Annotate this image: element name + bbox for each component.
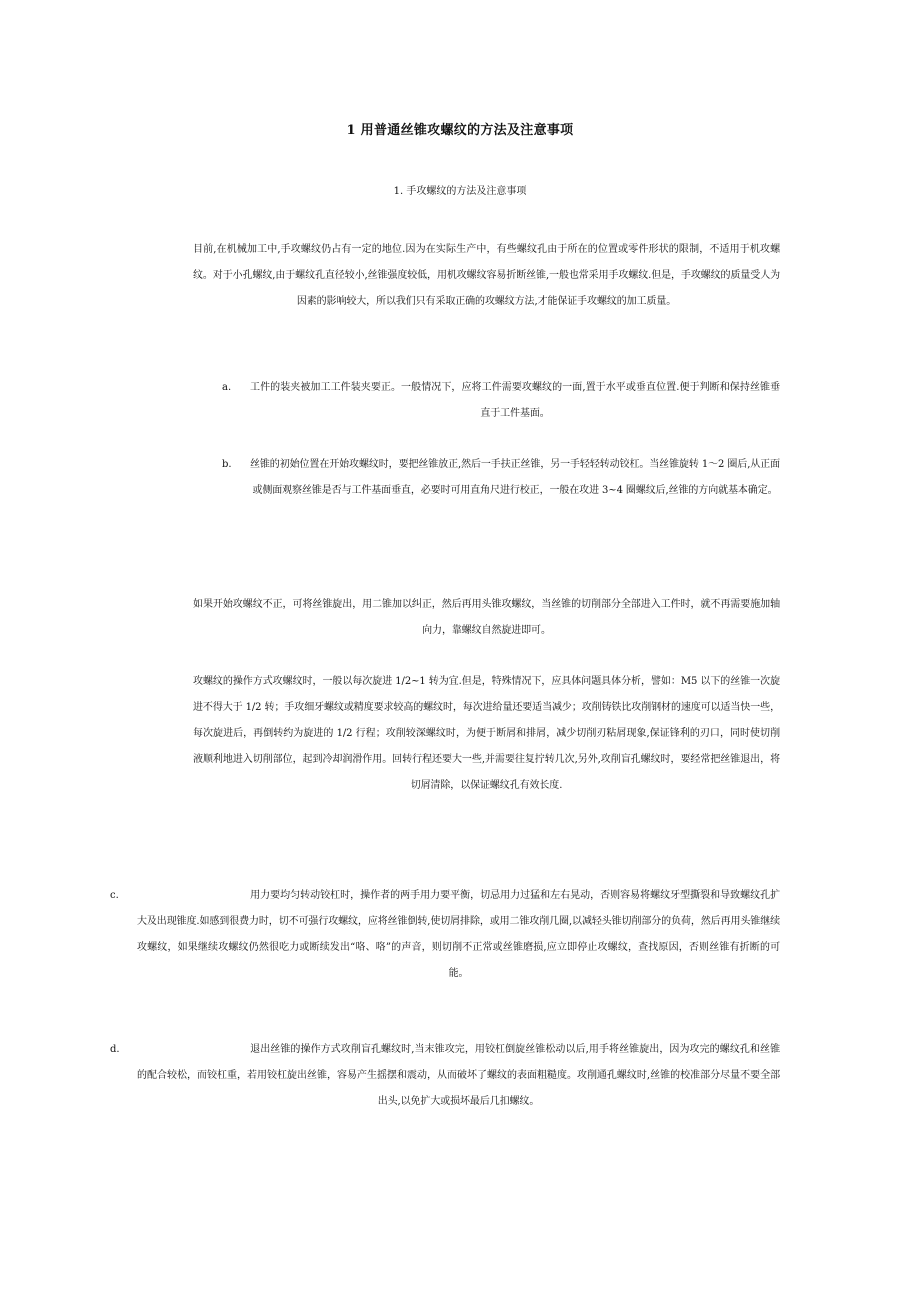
list-item-label-c: c. [110, 890, 119, 901]
list-item-label-d: d. [110, 1044, 120, 1055]
page-title: 1 用普通丝锥攻螺纹的方法及注意事项 [346, 123, 574, 138]
list-item-label-b: b. [222, 459, 232, 470]
intro-paragraph: 目前,在机械加工中,手攻螺纹仍占有一定的地位.因为在实际生产中，有些螺纹孔由于所在的位置或零件形状的限制，不适用于机攻螺纹。对于小孔螺纹,由于螺纹孔直径较小,丝锥强度较低，用机攻螺纹容易折断丝锥,一般也常采用手攻螺纹.但是，手攻螺纹的质量受人为因素的影响较大，所以我们只有采取正确的攻螺纹方法,才能保证手攻螺纹的加工质量。 [193, 244, 780, 307]
list-item-text-a: 工件的装夹被加工工件装夹要正。一般情况下，应将工件需要攻螺纹的一面,置于水平或垂直位置.便于判断和保持丝锥垂直于工件基面。 [250, 382, 780, 419]
operation-paragraph: 攻螺纹的操作方式攻螺纹时，一般以每次旋进 1/2~1 转为宜.但是，特殊情况下，应具体问题具体分析，譬如：M5 以下的丝锥一次旋进不得大于 1/2 转；手攻细牙螺纹或精度要求较高的螺纹时，每次进给量还要适当减少；攻削铸铁比攻削钢材的速度可以适当快一些，每次旋进后，再倒转约为旋进的 1/2 行程；攻削较深螺纹时，为便于断屑和排屑，减少切削刃粘屑现象,保证锋利的刃口，同时使切削液顺利地进入切削部位，起到冷却润滑作用。回转行程还要大一些,并需要往复拧转几次,另外,攻削盲孔螺纹时，要经常把丝锥退出，将切屑清除，以保证螺纹孔有效长度. [193, 676, 780, 791]
section-subtitle: 1. 手攻螺纹的方法及注意事项 [393, 186, 527, 197]
correction-paragraph: 如果开始攻螺纹不正，可将丝锥旋出，用二锥加以纠正，然后再用头锥攻螺纹，当丝锥的切削部分全部进入工件时，就不再需要施加轴向力，靠螺纹自然旋进即可。 [193, 599, 780, 636]
list-item-text-d [137, 1037, 780, 1115]
list-item-text-c-content: 用力要均匀转动铰杠时，操作者的两手用力要平衡，切忌用力过猛和左右晃动，否则容易将螺纹牙型撕裂和导致螺纹孔扩大及出现锥度.如感到很费力时，切不可强行攻螺纹，应将丝锥倒转,使切屑排除，或用二锥攻削几圈,以减轻头锥切削部分的负荷，然后再用头锥继续攻螺纹，如果继续攻螺纹仍然很吃力或断续发出“咯、咯”的声音，则切削不正常或丝锥磨损,应立即停止攻螺纹，查找原因，否则丝锥有折断的可能。 [137, 890, 780, 979]
list-item-label-a: a. [222, 382, 232, 393]
list-item-text-b: 丝锥的初始位置在开始攻螺纹时，要把丝锥放正,然后一手扶正丝锥，另一手轻轻转动铰杠。当丝锥旋转 1～2 圈后,从正面或侧面观察丝锥是否与工件基面垂直，必要时可用直角尺进行校正，一般在攻进 3~4 圈螺纹后,丝锥的方向就基本确定。 [250, 459, 780, 496]
list-item-text-d-content: 退出丝锥的操作方式攻削盲孔螺纹时,当末锥攻完，用铰杠倒旋丝锥松动以后,用手将丝锥旋出，因为攻完的螺纹孔和丝锥的配合较松，而铰杠重，若用铰杠旋出丝锥，容易产生摇摆和震动，从而破坏了螺纹的表面粗糙度。攻削通孔螺纹时,丝锥的校准部分尽量不要全部出头,以免扩大或损坏最后几扣螺纹。 [137, 1044, 780, 1107]
list-item-text-c [137, 883, 780, 987]
